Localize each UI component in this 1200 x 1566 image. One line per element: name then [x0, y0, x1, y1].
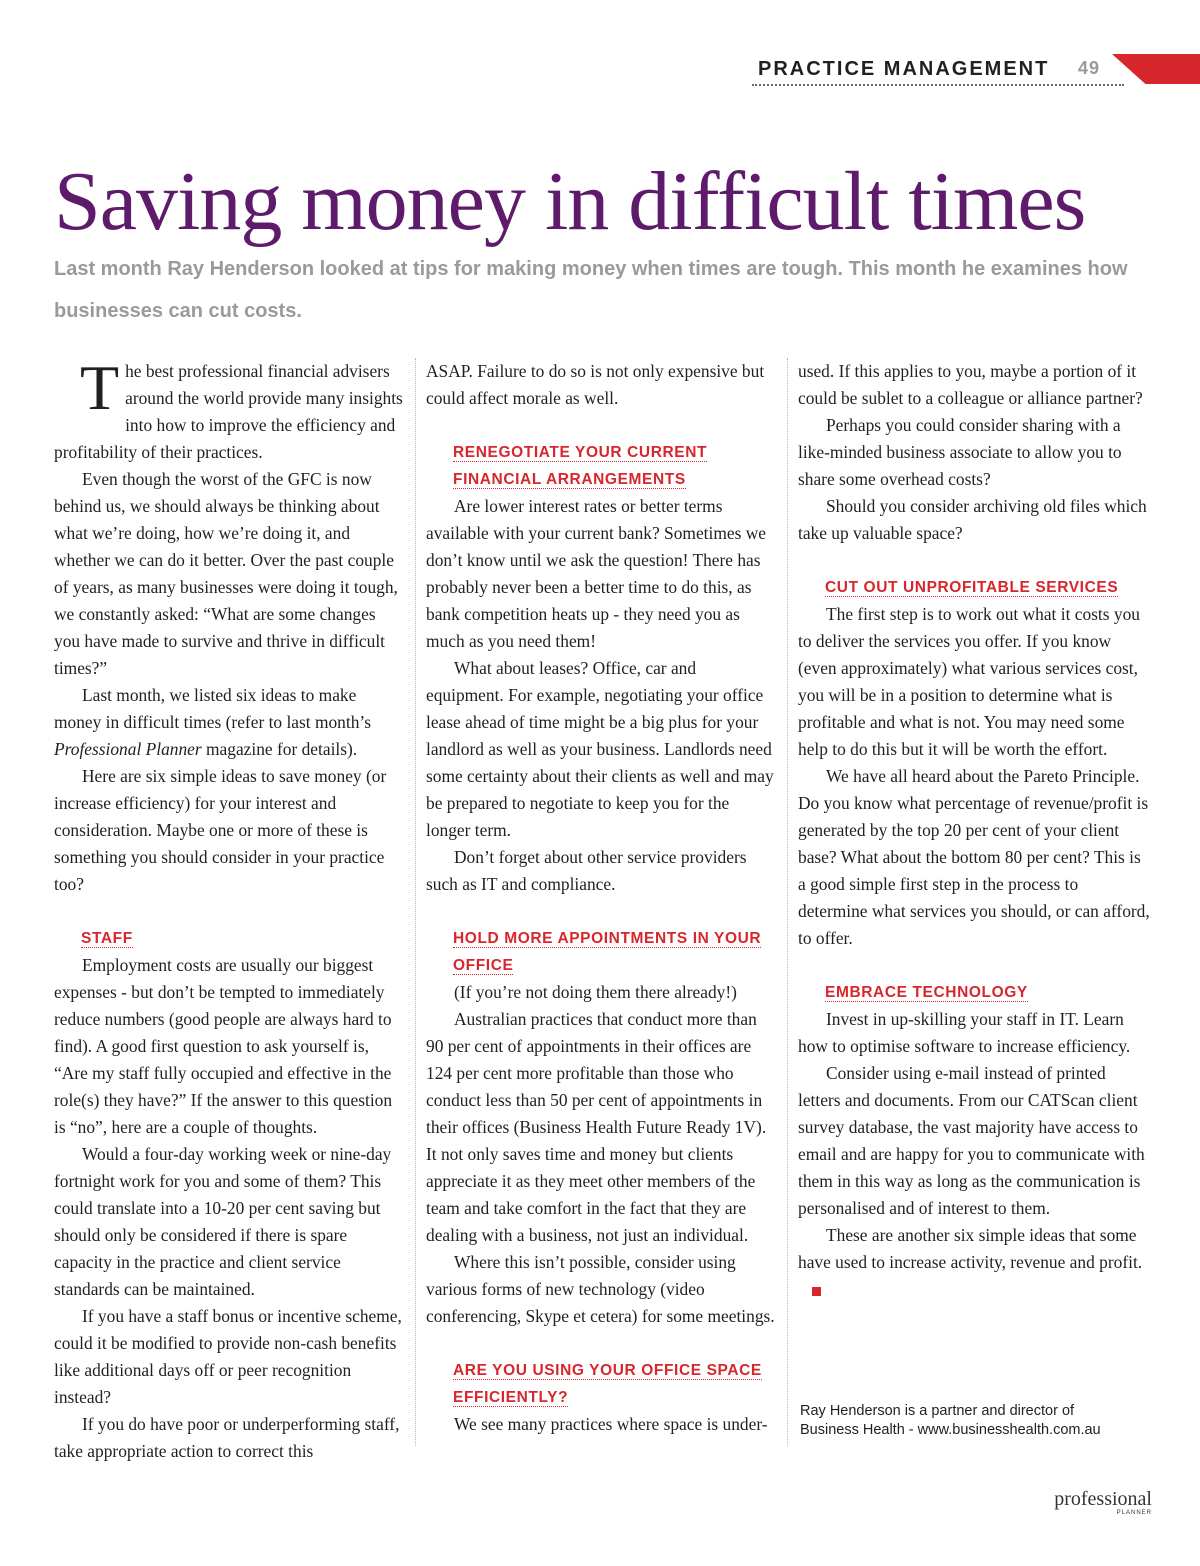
paragraph: Should you consider archiving old files which take up valuable space? [798, 496, 1147, 543]
bio-line: Ray Henderson is a partner and director of [800, 1403, 1075, 1419]
page-header [752, 54, 1200, 90]
paragraph: (If you’re not doing them there already!) [454, 982, 737, 1002]
bio-line: Business Health - www.businesshealth.com.au [800, 1422, 1101, 1438]
opening-text: he best professional financial advisers around the world provide many insights into how to improve the efficiency and profitability of their practices. [54, 361, 403, 462]
header-dotted-rule [752, 84, 1124, 86]
article-title: Saving money in difficult times [54, 155, 1086, 248]
magazine-name: Professional Planner [54, 739, 202, 759]
page-number: 49 [1078, 58, 1101, 78]
subhead-text: HOLD MORE APPOINTMENTS IN YOUR OFFICE [453, 930, 762, 974]
paragraph: We have all heard about the Pareto Principle. Do you know what percentage of revenue/profit is generated by the top 20 per cent of your client base? What about the bottom 80 per cent? This is a good simple first step in the process to determine what services you should, or can afford, to offer. [798, 766, 1150, 948]
drop-cap: T [80, 352, 120, 423]
article-column-1 [54, 352, 404, 1461]
paragraph: Don’t forget about other service providers such as IT and compliance. [426, 847, 747, 894]
paragraph-text: magazine for details). [201, 739, 358, 759]
paragraph: The first step is to work out what it costs you to deliver the services you offer. If you know (even approximately) what various services cost, you will be in a position to determine what is profitable and what is not. You may need some help to do this but it will be worth the effort. [798, 604, 1140, 759]
paragraph: ASAP. Failure to do so is not only expensive but could affect morale as well. [426, 361, 765, 408]
article-column-2 [426, 358, 778, 1446]
paragraph-with-italic [54, 682, 404, 763]
opening-paragraph [54, 352, 404, 466]
subhead-technology [798, 979, 1150, 1006]
closing-paragraph [798, 1222, 1150, 1303]
logo-subtext: PLANNER [1116, 1510, 1152, 1516]
paragraph-text: Last month, we listed six ideas to make money in difficult times (refer to last month’s [54, 685, 371, 732]
paragraph-text: These are another six simple ideas that some have used to increase activity, revenue and profit. [798, 1225, 1143, 1272]
article-column-3 [798, 358, 1150, 1446]
subhead-appointments [426, 925, 778, 979]
subhead-text: EMBRACE TECHNOLOGY [825, 984, 1028, 1001]
paragraph: What about leases? Office, car and equipment. For example, negotiating your office lease ahead of time might be a big plus for your landlord as well as your business. Landlords need some certainty about their clients as well and may be prepared to negotiate to keep you for the longer term. [426, 658, 774, 840]
paragraph: Australian practices that conduct more than 90 per cent of appointments in their offices are 124 per cent more profitable than those who conduct less than 50 per cent of appointments in their offices (Business Health Future Ready 1V). It not only saves time and money but clients appreciate it as they meet other members of the team and take comfort in the fact that they are dealing with a business, not just an individual. [426, 1009, 767, 1245]
page-corner-tab [1112, 54, 1200, 84]
author-bio [800, 1402, 1160, 1440]
paragraph: Perhaps you could consider sharing with a like-minded business associate to allow you to share some overhead costs? [798, 415, 1122, 489]
paragraph: Are lower interest rates or better terms available with your current bank? Sometimes we don’t know until we ask the question! There has probably never been a better time to do this, as bank competition heats up - they need you as much as you need them! [426, 496, 766, 651]
section-label: PRACTICE MANAGEMENT [758, 58, 1050, 80]
column-divider-2 [787, 358, 788, 1446]
end-mark-icon [812, 1287, 821, 1296]
magazine-logo [1052, 1488, 1152, 1516]
paragraph: Even though the worst of the GFC is now behind us, we should always be thinking about what we’re doing, how we’re doing it, and whether we can do it better. Over the past couple of years, as many businesses were doing it tough, we constantly asked: “What are some changes you have made to survive and thrive in difficult times?” [54, 469, 398, 678]
paragraph: Employment costs are usually our biggest expenses - but don’t be tempted to immediately reduce numbers (good people are always hard to find). A good first question to ask yourself is, “Are my staff fully occupied and effective in the role(s) they have?” If the answer to this question is “no”, here are a couple of thoughts. [54, 955, 393, 1137]
paragraph: Would a four-day working week or nine-day fortnight work for you and some of them? This could translate into a 10-20 per cent saving but should only be considered if there is spare capacity in the practice and client service standards can be maintained. [54, 1144, 392, 1299]
paragraph: Here are six simple ideas to save money (or increase efficiency) for your interest and consideration. Maybe one or more of these is something you should consider in your practice too? [54, 766, 387, 894]
paragraph: If you do have poor or underperforming staff, take appropriate action to correct this [54, 1414, 400, 1461]
subhead-staff [54, 925, 404, 952]
paragraph: Where this isn’t possible, consider using various forms of new technology (video conferencing, Skype et cetera) for some meetings. [426, 1252, 775, 1326]
subhead-text: STAFF [81, 930, 133, 947]
column-divider-1 [415, 358, 416, 1446]
paragraph: We see many practices where space is under- [454, 1414, 768, 1434]
paragraph: used. If this applies to you, maybe a portion of it could be sublet to a colleague or alliance partner? [798, 361, 1143, 408]
logo-wordmark: professional [1054, 1488, 1152, 1510]
subhead-text: RENEGOTIATE YOUR CURRENT FINANCIAL ARRANGEMENTS [453, 444, 708, 488]
subhead-text: ARE YOU USING YOUR OFFICE SPACE EFFICIENTLY? [453, 1362, 762, 1406]
subhead-unprofitable-services [798, 574, 1150, 601]
subhead-text: CUT OUT UNPROFITABLE SERVICES [825, 579, 1119, 596]
article-standfirst: Last month Ray Henderson looked at tips for making money when times are tough. This month he examines how businesses can cut costs. [54, 258, 1128, 322]
paragraph: Invest in up-skilling your staff in IT. Learn how to optimise software to increase efficiency. [798, 1009, 1131, 1056]
subhead-renegotiate [426, 439, 778, 493]
subhead-office-space [426, 1357, 778, 1411]
paragraph: If you have a staff bonus or incentive scheme, could it be modified to provide non-cash benefits like additional days off or peer recognition instead? [54, 1306, 402, 1407]
paragraph: Consider using e-mail instead of printed letters and documents. From our CATScan client survey database, the vast majority have access to email and are happy for you to communicate with them in this way as long as the communication is personalised and of interest to them. [798, 1063, 1145, 1218]
